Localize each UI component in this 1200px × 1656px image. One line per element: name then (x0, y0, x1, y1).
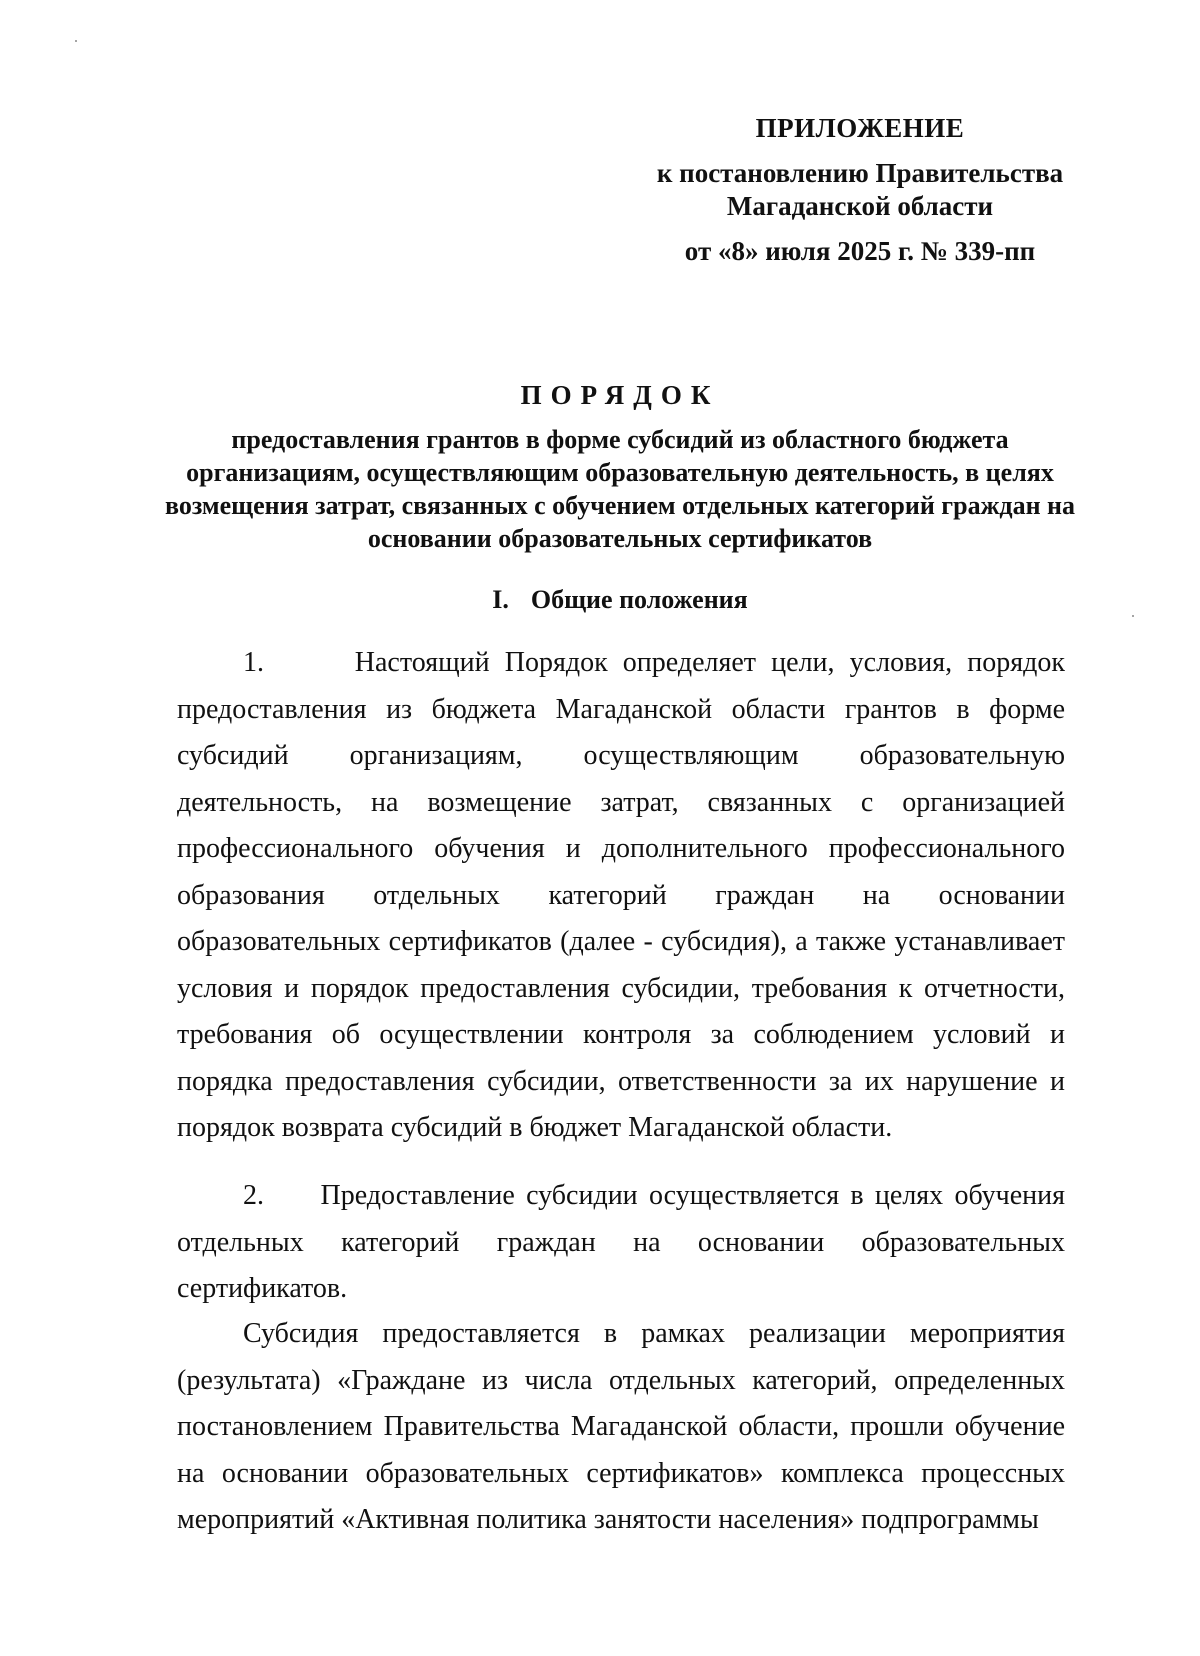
paragraph-1-number: 1. (243, 647, 264, 678)
section-number: I. (492, 585, 509, 614)
section-heading-text: Общие положения (530, 585, 748, 614)
appendix-region-line: Магаданской области (726, 191, 994, 221)
paragraph-3-text: Субсидия предоставляется в рамках реализации мероприятия (результата) «Граждане из числа отдельных категорий, определенных постановлением Правительства Магаданской области, прошли обучение на основании образовательных сертификатов» комплекса процессных мероприятий «Активная политика занятости населения» подпрограммы (177, 1318, 1065, 1535)
paragraph-1-text: Настоящий Порядок определяет цели, условия, порядок предоставления из бюджета Магаданской области грантов в форме субсидий организациям, осуществляющим образовательную деятельность, на возмещение затрат, связанных с организацией профессионального обучения и дополнительного профессионального образования отдельных категорий граждан на основании образовательных сертификатов (далее - субсидия), а также устанавливает условия и порядок предоставления субсидии, требования к отчетности, требования об осуществлении контроля за соблюдением условий и порядка предоставления субсидии, ответственности за их нарушение и порядок возврата субсидий в бюджет Магаданской области. (177, 647, 1065, 1143)
paragraph-2 (177, 1173, 1065, 1313)
appendix-resolution-line: к постановлению Правительства (656, 158, 1064, 188)
appendix-date-number-line: от «8» июля 2025 г. № 339-пп (684, 236, 1036, 266)
document-title: ПОРЯДОК (520, 380, 720, 410)
paragraph-2-text: Предоставление субсидии осуществляется в целях обучения отдельных категорий граждан на основании образовательных сертификатов. (177, 1180, 1066, 1304)
scan-speck (75, 40, 77, 42)
document-subtitle: предоставления грантов в форме субсидий из областного бюджета организациям, осуществляющим образовательную деятельность, в целях возмещения затрат, связанных с обучением отдельных категорий граждан на основании образовательных сертификатов (164, 425, 1076, 553)
paragraph-2-number: 2. (243, 1180, 264, 1211)
appendix-title-text: ПРИЛОЖЕНИЕ (755, 113, 965, 143)
paragraph-3 (177, 1311, 1065, 1544)
scan-speck (1132, 615, 1134, 617)
paragraph-1 (177, 640, 1065, 1152)
appendix-title (620, 112, 1100, 145)
section-heading (0, 585, 1200, 615)
